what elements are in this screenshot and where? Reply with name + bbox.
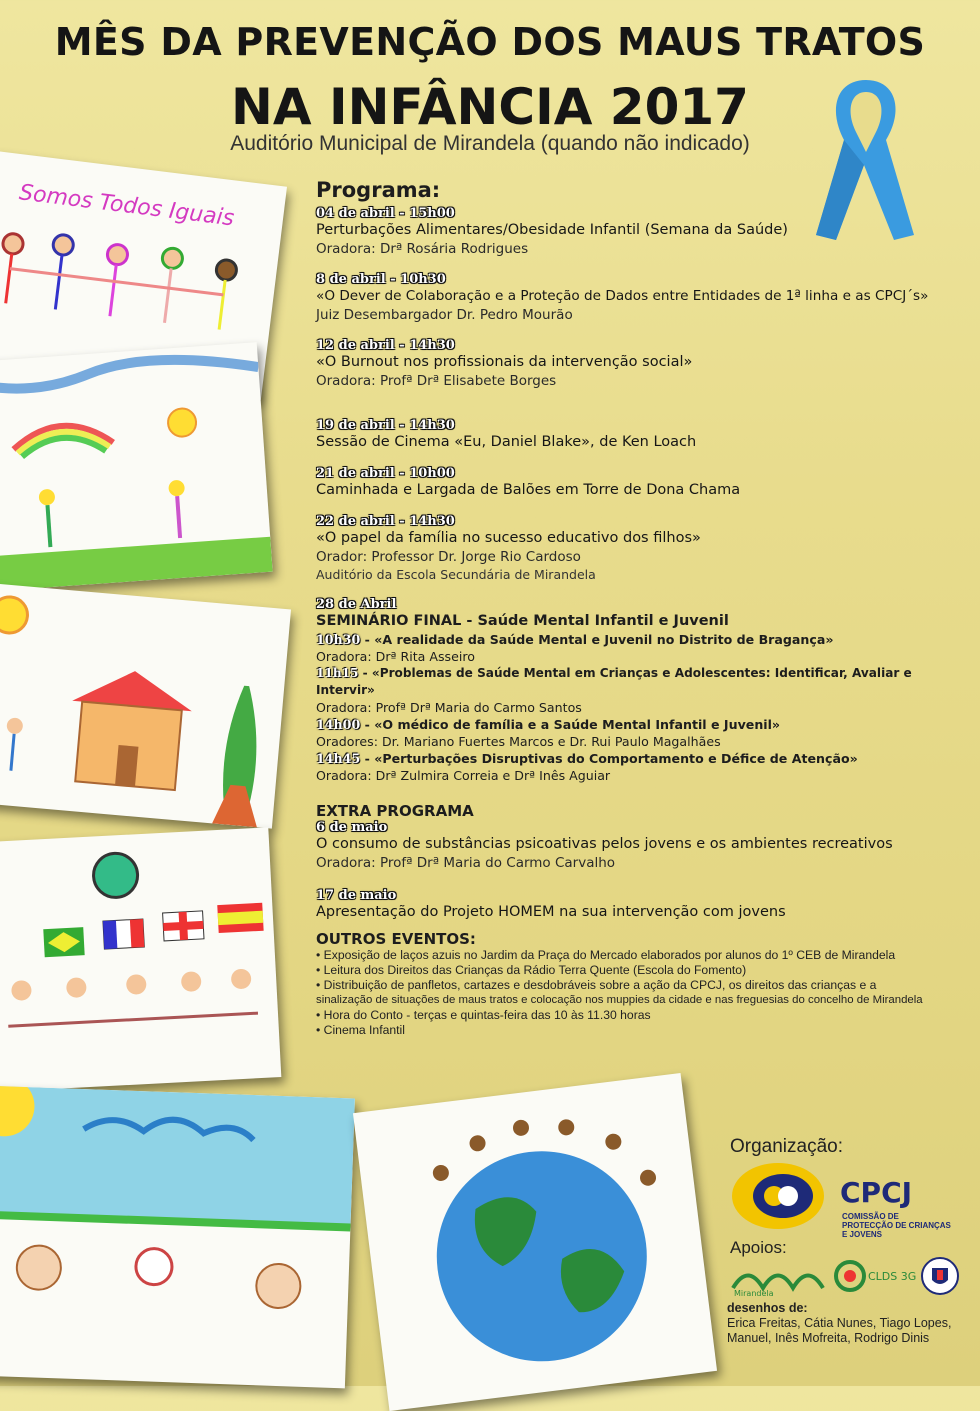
event-item: [316, 820, 966, 872]
session-time: 14h45: [316, 751, 361, 766]
event-speaker: Juiz Desembargador Dr. Pedro Mourão: [316, 307, 573, 323]
event-title: O consumo de substâncias psicoativas pelos jovens e os ambientes recreativos: [316, 836, 893, 852]
outros-item: • Hora do Conto - terças e quintas-feira das 10 às 11.30 horas: [316, 1008, 651, 1022]
session-title: - «A realidade da Saúde Mental e Juvenil no Distrito de Bragança»: [360, 632, 834, 647]
child-drawing-flags-children: [0, 827, 281, 1092]
desenhos-names: Erica Freitas, Cátia Nunes, Tiago Lopes, Manuel, Inês Mofreita, Rodrigo Dinis: [727, 1316, 952, 1345]
event-item: [316, 338, 966, 390]
sponsor1-name: Mirandela: [734, 1289, 774, 1298]
outros-item: • Distribuição de panfletos, cartazes e desdobráveis sobre a ação da CPCJ, os direitos das crianças e a: [316, 978, 877, 992]
clds-logo-icon: [832, 1254, 922, 1298]
outros-item: • Cinema Infantil: [316, 1023, 405, 1037]
child-drawing-house: [0, 583, 291, 828]
cpcj-full-name: COMISSÃO DE PROTECÇÃO DE CRIANÇAS E JOVENS: [842, 1212, 951, 1239]
child-drawing-sky-children: [0, 1086, 355, 1389]
event-date: 21 de abril - 10h00: [316, 466, 455, 481]
session-speaker: Oradora: Drª Zulmira Correia e Drª Inês Aguiar: [316, 768, 611, 783]
child-drawing-globe: [353, 1073, 717, 1411]
programme: [316, 178, 966, 1038]
event-date: 6 de maio: [316, 820, 388, 835]
event-title: Apresentação do Projeto HOMEM na sua intervenção com jovens: [316, 904, 786, 920]
event-title: Perturbações Alimentares/Obesidade Infantil (Semana da Saúde): [316, 222, 788, 238]
apoios-label: Apoios:: [730, 1238, 787, 1257]
event-item: [316, 206, 966, 258]
outros-eventos-title: OUTROS EVENTOS:: [316, 930, 476, 948]
seminario: [316, 597, 966, 784]
event-date: 19 de abril - 14h30: [316, 418, 455, 433]
outros-item: • Leitura dos Direitos das Crianças da Rádio Terra Quente (Escola do Fomento): [316, 963, 747, 977]
event-item: [316, 888, 966, 922]
title-line-1: MÊS DA PREVENÇÃO DOS MAUS TRATOS: [54, 20, 926, 64]
session-time: 11h15: [316, 666, 359, 680]
session-speaker: Oradores: Dr. Mariano Fuertes Marcos e Dr. Rui Paulo Magalhães: [316, 734, 721, 749]
outros-item: sinalização de situações de maus tratos e colocação nos muppies da cidade e nas freguesias do concelho de Mirandela: [316, 994, 923, 1006]
event-title: «O papel da família no sucesso educativo dos filhos»: [316, 530, 701, 546]
event-item: [316, 514, 966, 583]
outros-item: • Exposição de laços azuis no Jardim da Praça do Mercado elaborados por alunos do 1º CEB de Mirandela: [316, 948, 896, 962]
event-item: [316, 272, 966, 324]
event-title: Caminhada e Largada de Balões em Torre de Dona Chama: [316, 482, 741, 498]
event-item: [316, 466, 966, 500]
event-item: [316, 418, 966, 452]
session-time: 10h30: [316, 632, 361, 647]
organizacao-label: Organização:: [730, 1136, 844, 1157]
subtitle: Auditório Municipal de Mirandela (quando não indicado): [230, 132, 750, 155]
event-date: 22 de abril - 14h30: [316, 514, 455, 529]
session-title: - «Perturbações Disruptivas do Comportamento e Défice de Atenção»: [360, 751, 858, 766]
title-line-2: NA INFÂNCIA 2017: [231, 78, 749, 136]
event-date: 17 de maio: [316, 888, 397, 903]
session-title: - «Problemas de Saúde Mental em Crianças e Adolescentes: Identificar, Avaliar e Intervir»: [316, 666, 912, 697]
session-speaker: Oradora: Profª Drª Maria do Carmo Santos: [316, 700, 582, 715]
desenhos-label: desenhos de:: [727, 1301, 808, 1315]
event-date: 04 de abril - 15h00: [316, 206, 455, 221]
event-title: Sessão de Cinema «Eu, Daniel Blake», de Ken Loach: [316, 434, 697, 450]
programme-title: Programa:: [316, 178, 441, 202]
session-time: 14h00: [316, 717, 361, 732]
cpcj-logo-icon: [728, 1160, 828, 1232]
extra-programme-title: EXTRA PROGRAMA: [316, 802, 474, 820]
session-line: [316, 716, 966, 733]
event-title: «O Burnout nos profissionais da intervenção social»: [316, 354, 693, 370]
event-speaker: Oradora: Profª Drª Elisabete Borges: [316, 373, 557, 389]
drawing-caption: Somos Todos Iguais: [17, 180, 236, 232]
event-location: Auditório da Escola Secundária de Mirandela: [316, 567, 596, 582]
event-title: «O Dever de Colaboração e a Proteção de Dados entre Entidades de 1ª linha e as CPCJ´s»: [316, 288, 929, 304]
event-date: 8 de abril - 10h30: [316, 272, 446, 287]
event-speaker: Orador: Professor Dr. Jorge Rio Cardoso: [316, 549, 581, 565]
event-speaker: Oradora: Profª Drª Maria do Carmo Carvalho: [316, 855, 616, 871]
session-title: - «O médico de família e a Saúde Mental Infantil e Juvenil»: [360, 717, 781, 732]
cpcj-name: CPCJ: [840, 1176, 913, 1209]
session-line: [316, 665, 966, 699]
seminario-title: SEMINÁRIO FINAL - Saúde Mental Infantil e Juvenil: [316, 613, 729, 629]
session-speaker: Oradora: Drª Rita Asseiro: [316, 649, 475, 664]
event-date: 12 de abril - 14h30: [316, 338, 455, 353]
child-drawing-rainbow-field: [0, 342, 273, 592]
seminario-date: 28 de Abril: [316, 597, 397, 612]
crest-logo-icon: [920, 1256, 960, 1296]
mirandela-logo-icon: [728, 1258, 828, 1298]
session-line: [316, 750, 966, 767]
session-line: [316, 631, 966, 648]
sponsor2-name: CLDS 3G: [868, 1270, 917, 1283]
event-speaker: Oradora: Drª Rosária Rodrigues: [316, 241, 529, 257]
